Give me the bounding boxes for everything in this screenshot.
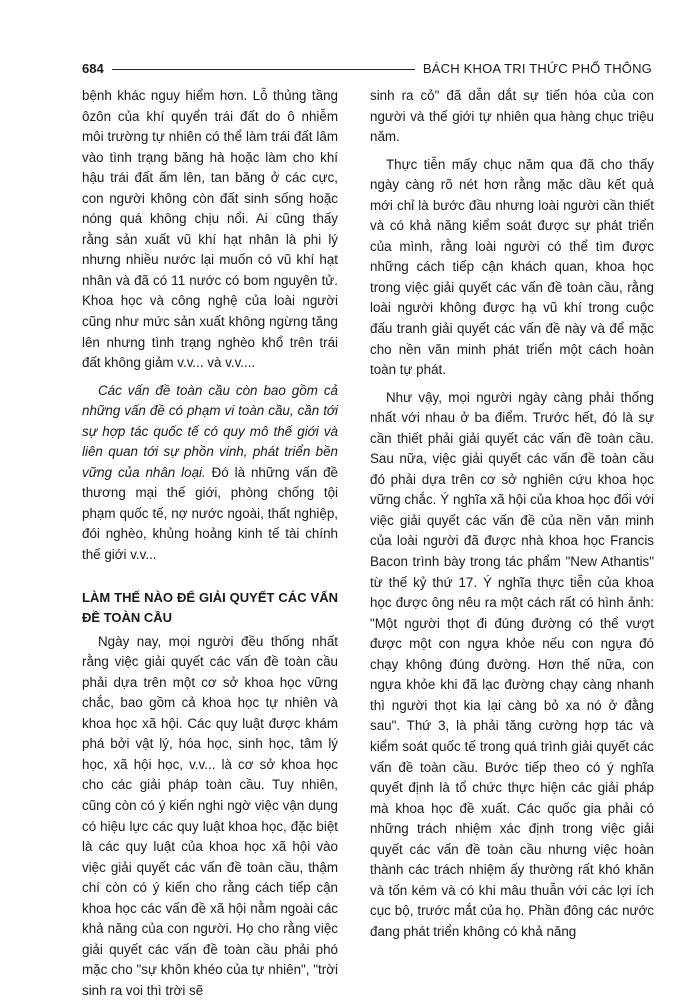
paragraph-examples: Đó là những vấn đề thương mại thế giới, phòng chống tội phạm quốc tế, nợ nước ngoài, thất nghiệp, đói nghèo, khủng hoảng kinh tế tài chính thế giới v.v... [82,464,338,563]
paragraph-global-issues [82,381,338,566]
right-column [370,86,654,949]
paragraph-scientific-basis: Ngày nay, mọi người đều thống nhất rằng việc giải quyết các vấn đề toàn cầu phải dựa trên một cơ sở khoa học vững chắc, bao gồm cả khoa học tự nhiên và khoa học xã hội. Các quy luật được khám phá bởi vật lý, hóa học, sinh học, tâm lý học, xã hội học, v.v... là cơ sở khoa học cho các giải pháp toàn cầu. Tuy nhiên, cũng còn có ý kiến nghi ngờ việc vận dụng có hiệu lực các quy luật khoa học, đặc biệt là các quy luật của khoa học xã hội vào việc giải quyết các vấn đề toàn cầu, thậm chí còn có ý kiến cho rằng cách tiếp cận khoa học các vấn đề xã hội nằm ngoài các khả năng của con người. Họ cho rằng việc giải quyết các vấn đề toàn cầu phải phó mặc cho "sự khôn khéo của tự nhiên", "trời sinh ra voi thì trời sẽ [82,633,338,998]
left-column [82,86,338,1008]
paragraph-continued: bệnh khác nguy hiểm hơn. Lỗ thủng tầng ôzôn của khí quyển trái đất do ô nhiễm môi trường tự nhiên có thể làm trái đất lâm vào tình trạng băng hà hoặc làm cho khí hậu trái đất ấm lên, tan băng ở các cực, con người không còn đất sinh sống hoặc nóng quá không chịu nổi. Ai cũng thấy rằng sản xuất vũ khí hạt nhân là phi lý nhưng nhiều nước lại muốn có vũ khí hạt nhân và đã có 11 nước có bom nguyên tử. Khoa học và công nghệ của loài người cũng như mức sản xuất không ngừng tăng lên nhưng tình trạng nghèo khổ trên trái đất không giảm v.v... và v.v.... [82,88,338,371]
page-number: 684 [82,60,104,76]
running-title: BÁCH KHOA TRI THỨC PHỔ THÔNG [422,60,652,76]
italic-definition: Các vấn đề toàn cầu còn bao gồm cả những vấn đề có phạm vi toàn cầu, cần tới sự hợp tác quốc tế có quy mô thế giới và liên quan tới sự phồn vinh, phát triển bền vững của nhân loại. [82,382,338,480]
page-header [82,58,652,78]
header-rule [112,69,415,70]
paragraph-practice: Thực tiễn mấy chục năm qua đã cho thấy ngày càng rõ nét hơn rằng mặc dầu kết quả mới chỉ là bước đầu nhưng loài người cần thiết và có khả năng kiểm soát được sự phát triển của mình, rằng loài người có thể tìm được những cách tiếp cận khách quan, khoa học trong việc giải quyết các vấn đề toàn cầu, rằng loài người không được hạ vũ khí trong cuộc đấu tranh giải quyết các vấn đề này và để mặc cho nền văn minh phát triển một cách hoàn toàn tự phát. [370,156,654,378]
section-heading: LÀM THẾ NÀO ĐỂ GIẢI QUYẾT CÁC VẤN ĐỀ TOÀN CẦU [82,589,338,625]
paragraph-three-points: Như vậy, mọi người ngày càng phải thống nhất với nhau ở ba điểm. Trước hết, đó là sự cần thiết phải giải quyết các vấn đề toàn cầu. Sau nữa, việc giải quyết các vấn đề toàn cầu đó phải dựa trên cơ sở nghiên cứu khoa học vững chắc. Ý nghĩa xã hội của khoa học đối với việc giải quyết các vấn đề của nền văn minh của loài người đã được nhà khoa học Francis Bacon trình bày trong tác phẩm "New Athantis" từ thế kỷ thứ 17. Ý nghĩa thực tiễn của khoa học được ông nêu ra một cách rất có hình ảnh: "Một người thọt đi đúng đường có thể vượt được một con ngựa khỏe nếu con ngựa đó chạy không đúng đường. Hơn thế nữa, con ngựa khỏe khi đã lạc đường chạy càng nhanh thì người thọt kia lại càng bỏ xa nó ở đằng sau". Thứ 3, là phải tăng cường hợp tác và kiểm soát quốc tế trong quá trình giải quyết các vấn đề toàn cầu. Bước tiếp theo có ý nghĩa quyết định là tổ chức thực hiện các giải pháp mà khoa học đề xuất. Các quốc gia phải có những trách nhiệm xác định trong việc giải quyết các vấn đề toàn cầu nhưng việc hoàn thành các trách nhiệm ấy thường rất khó khăn và tốn kém và có khi mâu thuẫn với các lợi ích cục bộ, trước mắt của họ. Phần đông các nước đang phát triển không có khả năng [370,389,654,939]
paragraph-continued-right: sinh ra cỏ" đã dẫn dắt sự tiến hóa của con người và thế giới tự nhiên qua hàng chục triệu năm. [370,88,654,145]
